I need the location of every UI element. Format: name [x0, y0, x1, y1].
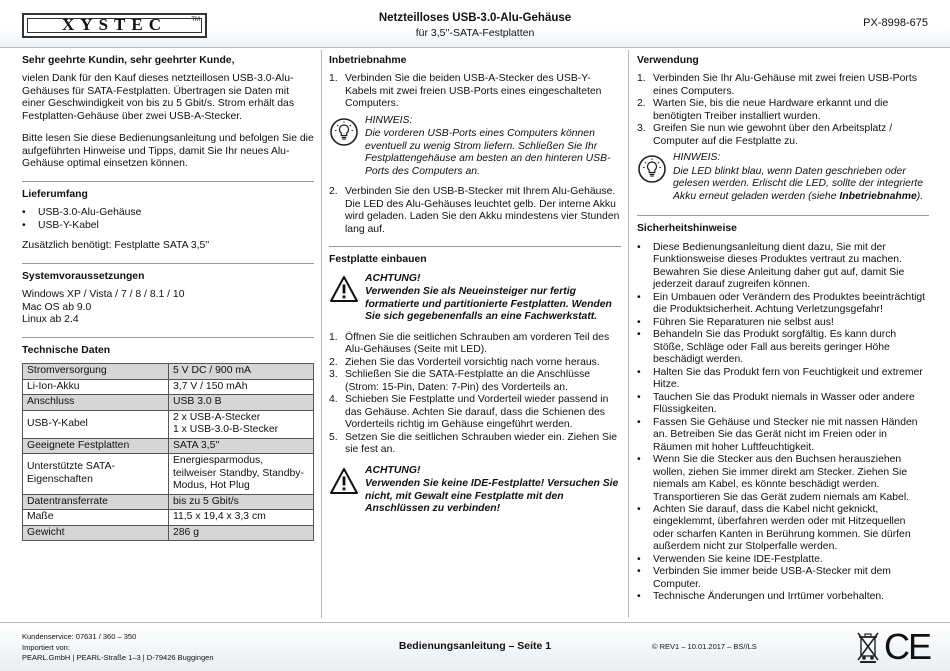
- hint-note: [329, 115, 621, 178]
- page-footer: [0, 622, 950, 671]
- hint-body: Die vorderen USB-Ports eines Computers können eventuell zu wenig Strom liefern. Schließen Sie Ihr Festplattengehäuse am besten an den hinteren USB-Ports des Computers an.: [365, 128, 611, 177]
- revision-info: © REV1 – 10.01.2017 – BS//LS: [652, 642, 757, 651]
- title-block: [300, 12, 650, 39]
- table-key: Gewicht: [23, 525, 169, 540]
- table-row: [23, 525, 314, 540]
- setup-section: [329, 52, 621, 236]
- section-title: Systemvoraussetzungen: [22, 270, 145, 282]
- table-row: [23, 438, 314, 453]
- table-row: [23, 510, 314, 525]
- lightbulb-icon: [329, 115, 365, 178]
- section-title: Lieferumfang: [22, 188, 88, 200]
- use-steps: [637, 73, 929, 148]
- list-item: • Verwenden Sie keine IDE-Festplatte.: [637, 553, 823, 565]
- importer-label: Importiert von:: [22, 642, 70, 652]
- warning-heading: ACHTUNG!: [365, 464, 421, 476]
- table-value: USB 3.0 B: [169, 395, 314, 410]
- list-item: • Diese Bedienungsanleitung dient dazu, Sie mit der Funktionsweise dieses Produktes vertraut zu machen. Bewahren Sie diese Anleitung daher gut auf, damit Sie jederzeit darauf zugreifen können.: [637, 241, 905, 291]
- list-item: 3. Greifen Sie nun wie gewohnt über den Arbeitsplatz / Computer auf die Festplatte zu.: [637, 123, 893, 147]
- section-title: Inbetriebnahme: [329, 55, 407, 66]
- customer-service: Kundenservice: 07631 / 360 – 350: [22, 632, 137, 641]
- scope-extra: Zusätzlich benötigt: Festplatte SATA 3,5'': [22, 240, 210, 252]
- list-item: • Halten Sie das Produkt fern von Feuchtigkeit und extremer Hitze.: [637, 366, 923, 391]
- brand-logo: [22, 13, 207, 38]
- list-item: • Achten Sie darauf, dass die Kabel nicht geknickt, eingeklemmt, überfahren werden oder mit Hitzequellen oder scharfen Kanten in Berührung kommen. Sie dürfen außerdem nicht zur Stolperfalle werden.: [637, 503, 911, 553]
- list-item: • Fassen Sie Gehäuse und Stecker nie mit nassen Händen an. Betreiben Sie das Gerät nicht im Freien oder in Räumen mit hoher Luftfeuchtigkeit.: [637, 416, 918, 453]
- table-key: USB-Y-Kabel: [23, 410, 169, 438]
- sysreq-line: Mac OS ab 9.0: [22, 301, 92, 313]
- document-title: Netzteilloses USB-3.0-Alu-Gehäuse: [378, 12, 572, 24]
- table-value: 3,7 V / 150 mAh: [169, 379, 314, 394]
- table-key: Maße: [23, 510, 169, 525]
- scope-section: [22, 181, 314, 253]
- hint-note: [637, 152, 929, 203]
- safety-section: [637, 215, 929, 604]
- ce-mark: CE: [884, 626, 931, 667]
- brand-logo-text: XYSTEC: [62, 15, 167, 35]
- compliance-marks: [856, 627, 930, 667]
- page-number: Bedienungsanleitung – Seite 1: [398, 640, 552, 652]
- column-left: [22, 52, 314, 541]
- list-item: 2. Warten Sie, bis die neue Hardware erkannt und die benötigten Treiber installiert wurden.: [637, 98, 889, 122]
- article-number: PX-8998-675: [863, 17, 928, 29]
- intro-paragraph: vielen Dank für den Kauf dieses netzteillosen USB-3.0-Alu-Gehäuses für SATA-Festplatten. Übertragen sie Daten mit einer Geschwindigkeit von bis zu 5 Gbit/s. Strom erhält das Festplatten-Gehäuse über zwei USB-A-Stecker.: [22, 73, 295, 122]
- table-value: bis zu 5 Gbit/s: [169, 494, 314, 509]
- table-row: [23, 364, 314, 379]
- table-value: 2 x USB-A-Stecker 1 x USB-3.0-B-Stecker: [169, 410, 314, 438]
- greeting: Sehr geehrte Kundin, sehr geehrter Kunde,: [22, 55, 235, 66]
- warning-note: [329, 273, 621, 324]
- list-item: 5. Setzen Sie die seitlichen Schrauben wieder ein. Ziehen Sie sie fest an.: [329, 431, 618, 456]
- column-divider: [628, 50, 629, 618]
- section-title: Technische Daten: [22, 344, 111, 356]
- hint-link-text: Inbetriebnahme: [839, 190, 917, 202]
- column-divider: [321, 50, 322, 618]
- footer-contact: [22, 632, 214, 664]
- hint-body: Die LED blinkt blau, wenn Daten geschrieben oder gelesen werden. Erlischt die LED, sollte der integrierte Akku erneut geladen werden (siehe Inbetriebnahme).: [673, 165, 924, 202]
- table-key: Anschluss: [23, 395, 169, 410]
- table-key: Unterstützte SATA-Eigenschaften: [23, 454, 169, 494]
- list-item: • Verbinden Sie immer beide USB-A-Stecker mit dem Computer.: [637, 566, 891, 590]
- warning-body: Verwenden Sie als Neueinsteiger nur fertig formatierte und partitionierte Festplatten. Wenden Sie sich gegebenenfalls an eine Fachwerkstatt.: [365, 286, 612, 323]
- list-item: • Tauchen Sie das Produkt niemals in Wasser oder andere Flüssigkeiten.: [637, 391, 915, 416]
- lightbulb-icon: [637, 152, 673, 203]
- list-item: 1. Öffnen Sie die seitlichen Schrauben am vorderen Teil des Alu-Gehäuses (Seite mit LED).: [329, 331, 610, 356]
- table-value: 5 V DC / 900 mA: [169, 364, 314, 379]
- column-right: [637, 52, 929, 604]
- list-item: 2. Verbinden Sie den USB-B-Stecker mit Ihrem Alu-Gehäuse. Die LED des Alu-Gehäuses leuchtet gelb. Der interne Akku wird geladen. Laden Sie den Akku mindestens vier Stunden lang auf.: [329, 186, 620, 235]
- list-item: • Technische Änderungen und Irrtümer vorbehalten.: [637, 591, 885, 603]
- list-item: 4. Schieben Sie Festplatte und Vorderteil wieder passend in das Gehäuse. Achten Sie darauf, dass die Schienen des Vorderteils richtig im Gehäuse eingeführt werden.: [329, 394, 609, 431]
- intro-section: [22, 52, 314, 171]
- hint-heading: HINWEIS:: [673, 152, 721, 164]
- warning-icon: [329, 273, 365, 324]
- warning-note: [329, 465, 621, 516]
- list-item: • Wenn Sie die Stecker aus den Buchsen herausziehen wollen, ziehen Sie immer direkt am Stecker. Ziehen Sie niemals am Kabel, es könnte beschädigt werden. Transportieren Sie das Gerät zudem niemals am Kabel.: [637, 454, 910, 503]
- intro-paragraph: Bitte lesen Sie diese Bedienungsanleitung und befolgen Sie die aufgeführten Hinweise und Tipps, damit Sie Ihr neues Alu-Gehäuse optimal einsetzen können.: [22, 133, 314, 170]
- table-row: [23, 395, 314, 410]
- warning-heading: ACHTUNG!: [365, 272, 421, 284]
- table-row: [23, 494, 314, 509]
- table-key: Stromversorgung: [23, 364, 169, 379]
- warning-body: Verwenden Sie keine IDE-Festplatte! Versuchen Sie nicht, mit Gewalt eine Festplatte mit den Anschlüssen zu verbinden!: [365, 478, 619, 515]
- sysreq-line: Linux ab 2.4: [22, 314, 79, 326]
- table-key: Li-Ion-Akku: [23, 379, 169, 394]
- use-section: [637, 52, 929, 203]
- sysreq-line: Windows XP / Vista / 7 / 8 / 8.1 / 10: [22, 289, 185, 301]
- warning-icon: [329, 465, 365, 516]
- table-value: 286 g: [169, 525, 314, 540]
- list-item: • USB-Y-Kabel: [22, 219, 99, 231]
- list-item: • Behandeln Sie das Produkt sorgfältig. Es kann durch Stöße, Schläge oder Fall aus bereits geringer Höhe beschädigt werden.: [637, 329, 897, 366]
- table-value: Energiesparmodus, teilweiser Standby, Standby-Modus, Hot Plug: [169, 454, 314, 494]
- list-item: 1. Verbinden Sie Ihr Alu-Gehäuse mit zwei freien USB-Ports eines Computers.: [637, 73, 917, 97]
- page-header: [0, 0, 950, 48]
- weee-bin-icon: [856, 631, 880, 663]
- tech-table: [22, 363, 314, 541]
- list-item: 2. Ziehen Sie das Vorderteil vorsichtig nach vorne heraus.: [329, 356, 600, 368]
- table-row: [23, 379, 314, 394]
- table-key: Datentransferrate: [23, 494, 169, 509]
- table-row: [23, 454, 314, 494]
- table-value: 11,5 x 19,4 x 3,3 cm: [169, 510, 314, 525]
- importer-address: PEARL.GmbH | PEARL-Straße 1–3 | D-79426 Buggingen: [22, 653, 214, 662]
- sysreq-section: [22, 263, 314, 327]
- table-row: [23, 410, 314, 438]
- hint-heading: HINWEIS:: [365, 114, 413, 126]
- list-item: • Ein Umbauen oder Verändern des Produktes beeinträchtigt die Produktsicherheit. Achtung Verletzungsgefahr!: [637, 291, 926, 316]
- list-item: 1. Verbinden Sie die beiden USB-A-Stecker des USB-Y-Kabels mit zwei freien USB-Ports eines eingeschalteten Computers.: [329, 73, 602, 110]
- table-value: SATA 3,5'': [169, 438, 314, 453]
- document-subtitle: für 3,5''-SATA-Festplatten: [415, 26, 535, 39]
- table-key: Geeignete Festplatten: [23, 438, 169, 453]
- list-item: • USB-3.0-Alu-Gehäuse: [22, 207, 142, 219]
- section-title: Verwendung: [637, 55, 699, 66]
- list-item: 3. Schließen Sie die SATA-Festplatte an die Anschlüsse (Strom: 15-Pin, Daten: 7-Pin) des Vorderteils an.: [329, 369, 591, 393]
- brand-logo-tm: TM: [191, 17, 200, 23]
- section-title: Festplatte einbauen: [329, 254, 427, 266]
- tech-section: [22, 337, 314, 541]
- hdd-steps: [329, 332, 621, 457]
- list-item: • Führen Sie Reparaturen nie selbst aus!: [637, 316, 834, 328]
- column-middle: [329, 52, 621, 524]
- section-title: Sicherheitshinweise: [637, 223, 737, 235]
- safety-list: [637, 242, 929, 604]
- hdd-section: [329, 246, 621, 515]
